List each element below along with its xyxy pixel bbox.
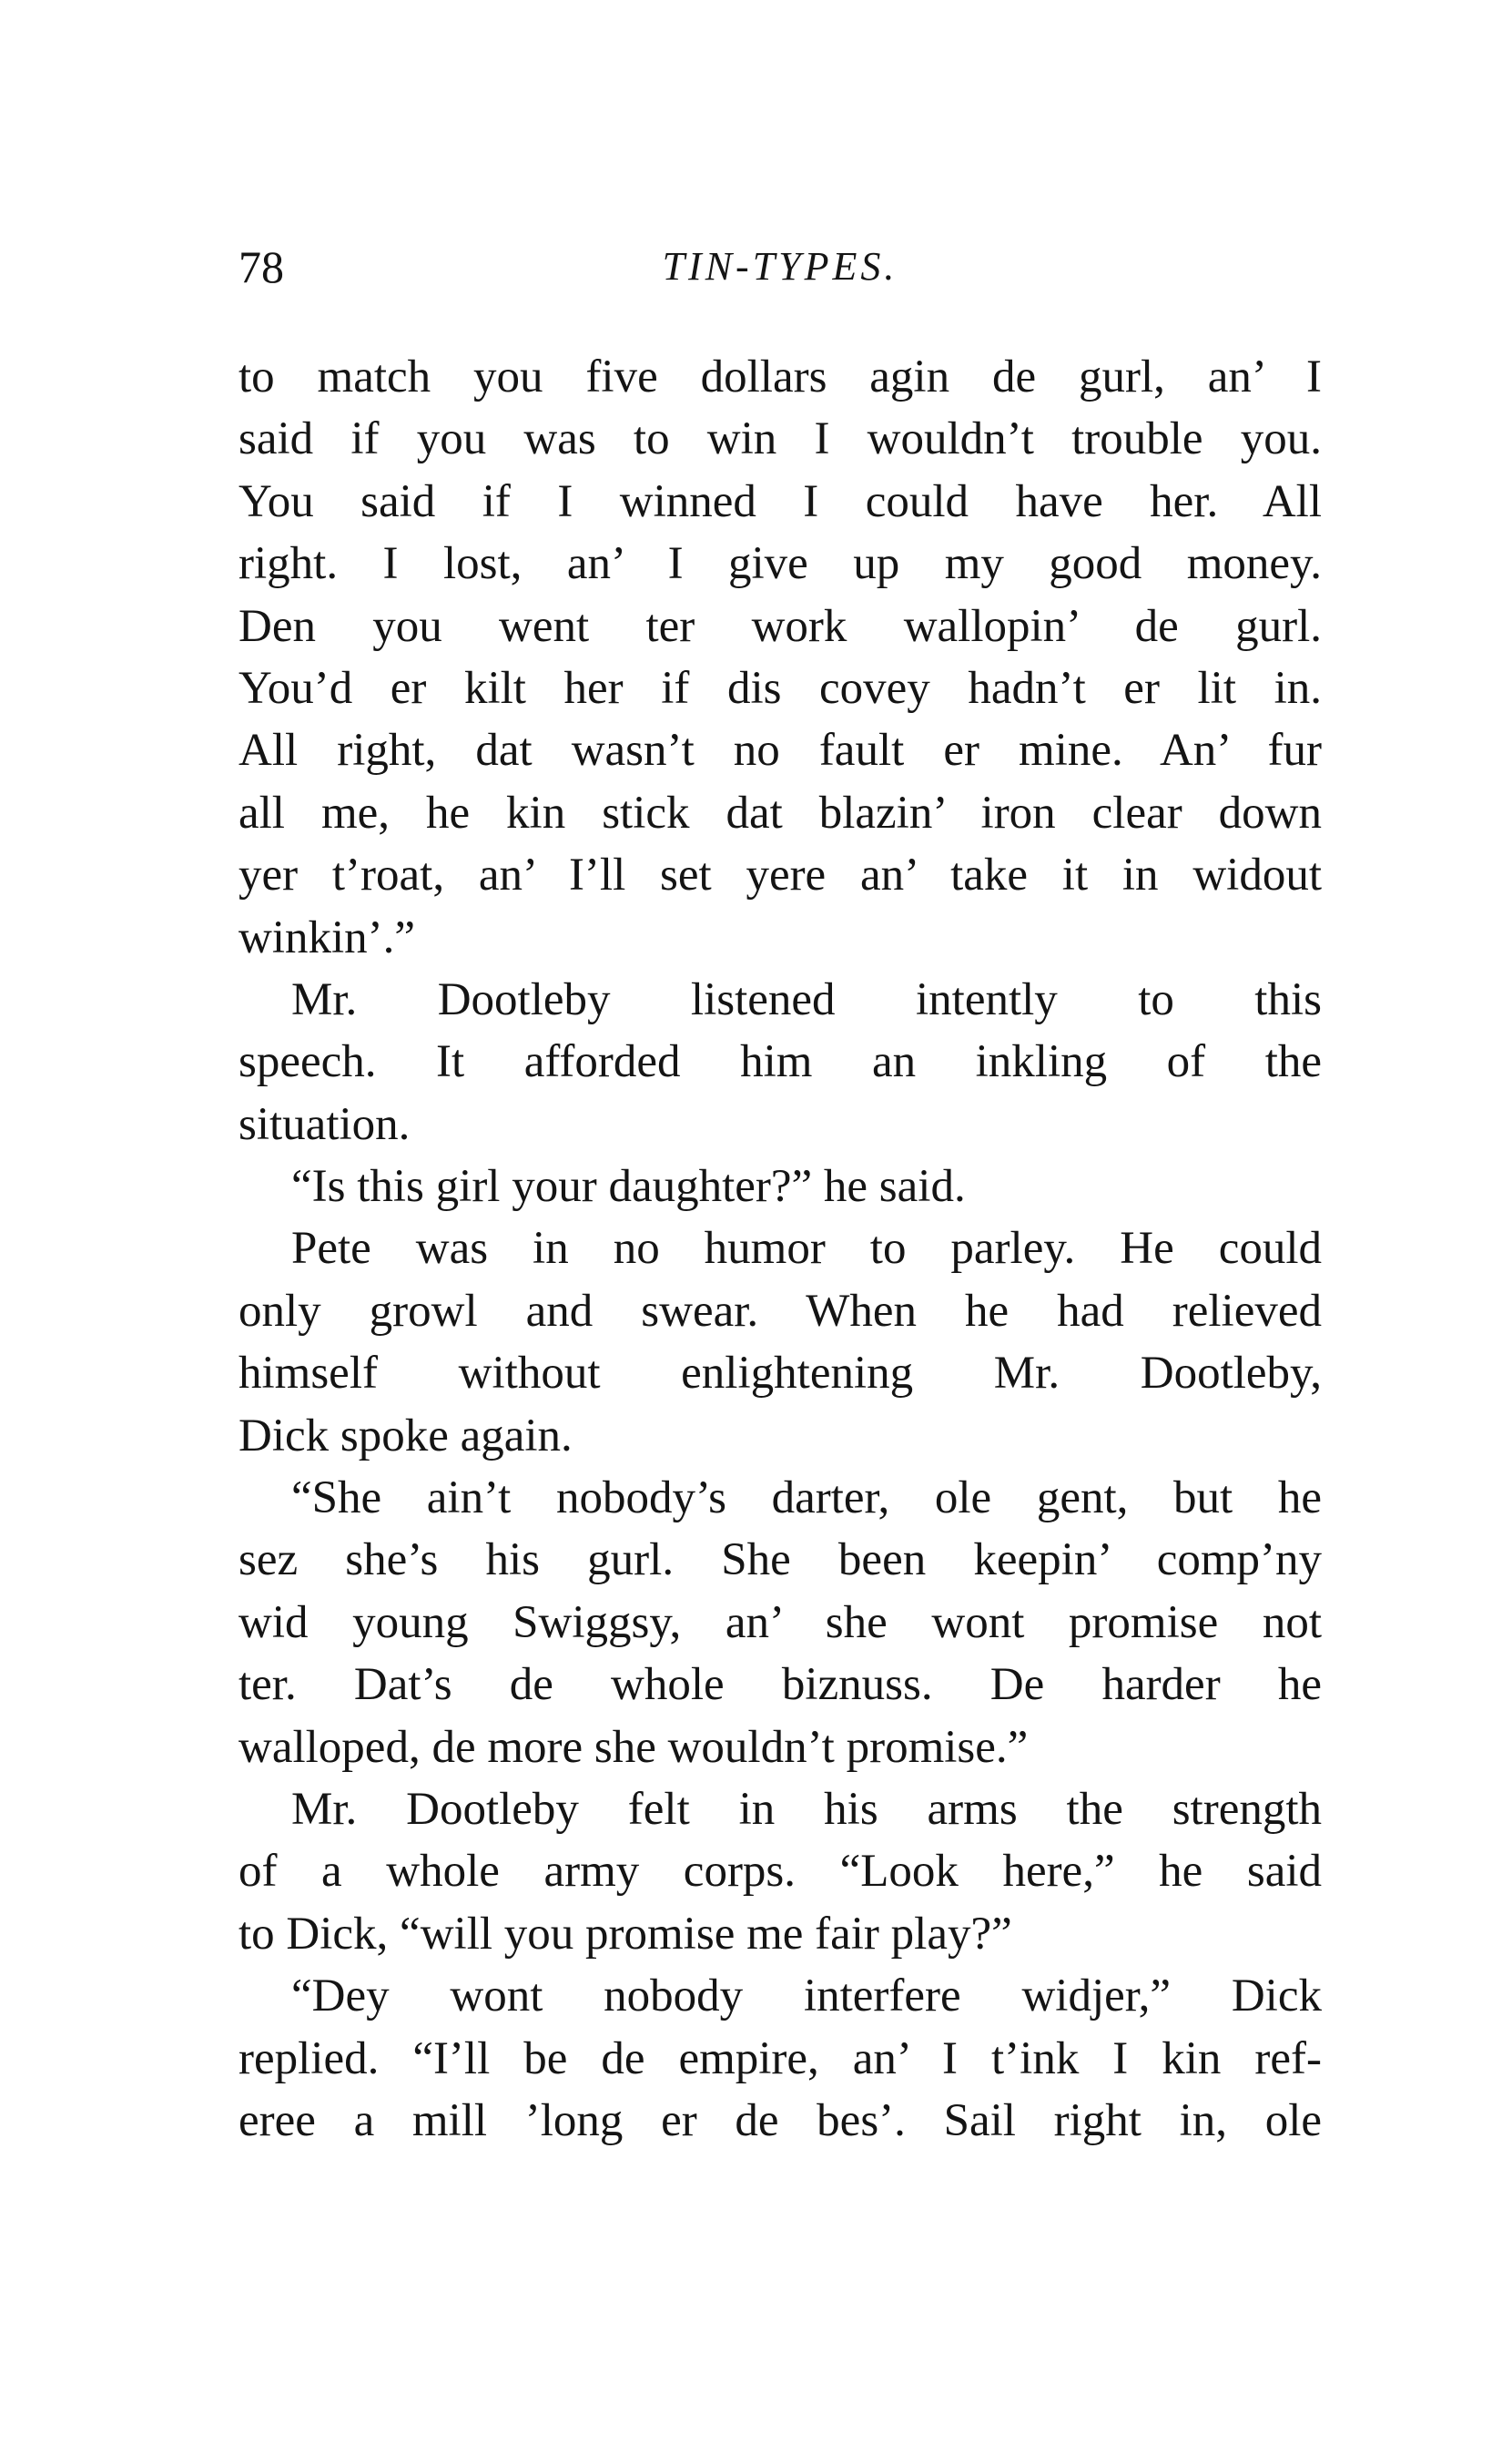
text-line: to Dick, “will you promise me fair play?” bbox=[238, 1908, 1012, 1960]
text-line: to match you five dollars agin de gurl, an’ I bbox=[238, 351, 1322, 402]
text-line: wid young Swiggsy, an’ she wont promise not bbox=[238, 1596, 1322, 1648]
text-line: Mr. Dootleby felt in his arms the strength bbox=[291, 1783, 1322, 1835]
page-number: 78 bbox=[238, 241, 284, 292]
text-line: right. I lost, an’ I give up my good money. bbox=[238, 538, 1322, 590]
text-line: all me, he kin stick dat blazin’ iron clear down bbox=[238, 787, 1322, 839]
text-line: yer t’roat, an’ I’ll set yere an’ take it in widout bbox=[238, 850, 1322, 901]
text-line: himself without enlightening Mr. Dootleby, bbox=[238, 1348, 1322, 1400]
text-line: Den you went ter work wallopin’ de gurl. bbox=[238, 600, 1322, 652]
text-line: situation. bbox=[238, 1098, 411, 1150]
text-line: only growl and swear. When he had relieved bbox=[238, 1285, 1322, 1337]
text-line: replied. “I’ll be de empire, an’ I t’ink I kin ref- bbox=[238, 2032, 1322, 2084]
text-line: of a whole army corps. “Look here,” he said bbox=[238, 1846, 1322, 1898]
text-line: eree a mill ’long er de bes’. Sail right in, ole bbox=[238, 2094, 1322, 2146]
text-line: “Is this girl your daughter?” he said. bbox=[291, 1161, 966, 1213]
page-header bbox=[238, 235, 1322, 299]
text-line: Pete was in no humor to parley. He could bbox=[291, 1223, 1322, 1275]
text-line: Dick spoke again. bbox=[238, 1410, 573, 1461]
text-line: “She ain’t nobody’s darter, ole gent, but he bbox=[291, 1472, 1322, 1524]
body-text bbox=[238, 346, 1322, 2152]
text-line: ter. Dat’s de whole biznuss. De harder he bbox=[238, 1659, 1322, 1711]
text-line: Mr. Dootleby listened intently to this bbox=[291, 973, 1322, 1025]
text-line: walloped, de more she wouldn’t promise.” bbox=[238, 1721, 1029, 1773]
text-line: speech. It afforded him an inkling of the bbox=[238, 1036, 1322, 1088]
text-line: You’d er kilt her if dis covey hadn’t er lit in. bbox=[238, 662, 1322, 714]
text-line: sez she’s his gurl. She been keepin’ comp’ny bbox=[238, 1534, 1322, 1586]
running-head: TIN-TYPES. bbox=[662, 244, 898, 289]
text-line: winkin’.” bbox=[238, 911, 416, 963]
text-line: said if you was to win I wouldn’t trouble you. bbox=[238, 413, 1322, 465]
text-line: “Dey wont nobody interfere widjer,” Dick bbox=[291, 1970, 1322, 2022]
text-line: You said if I winned I could have her. All bbox=[238, 475, 1322, 527]
text-line: All right, dat wasn’t no fault er mine. An’ fur bbox=[238, 725, 1322, 777]
